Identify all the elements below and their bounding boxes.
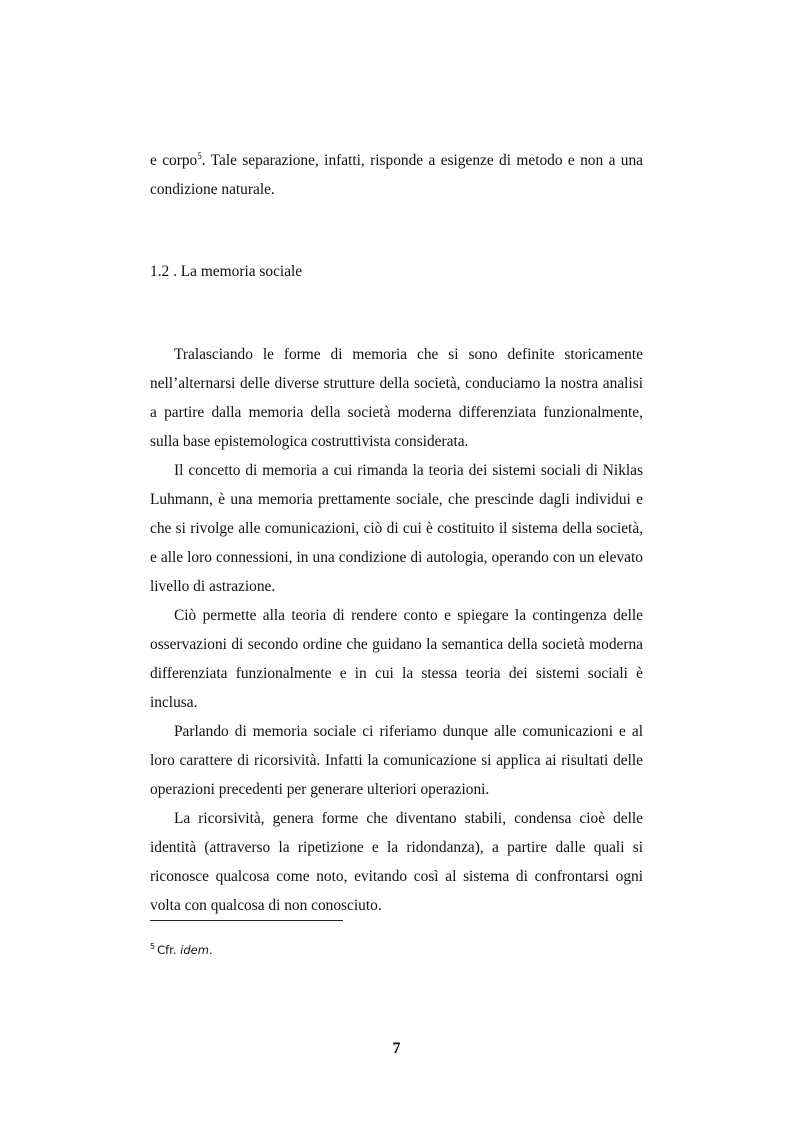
continuation-text-start: e corpo [150,152,198,169]
section-heading: 1.2 . La memoria sociale [150,263,303,280]
body-paragraph-4: Parlando di memoria sociale ci riferiamo dunque alle comunicazioni e al loro carattere di ricorsività. Infatti la comunicazione si applica ai risultati delle operazioni precedenti per generare ulteriori operazioni. [150,723,643,798]
footnote-number: 5 [150,942,156,952]
footnote-italic: idem [180,943,209,957]
continuation-text-end: . Tale separazione, infatti, risponde a esigenze di metodo e non a una condizione naturale. [150,152,643,198]
footnote-prefix: Cfr. [157,943,181,957]
body-paragraph-2: Il concetto di memoria a cui rimanda la teoria dei sistemi sociali di Niklas Luhmann, è una memoria prettamente sociale, che prescinde dagli individui e che si rivolge alle comunicazioni, ciò di cui è costituito il sistema della società, e alle loro connessioni, in una condizione di autologia, operando con un elevato livello di astrazione. [150,462,643,595]
continuation-paragraph [150,146,643,204]
footnote-separator [150,920,343,921]
page-number: 7 [392,1040,401,1057]
footnote-reference[interactable]: 5 [197,150,202,161]
footnote-suffix: . [208,943,213,957]
body-paragraph-5: La ricorsività, genera forme che diventano stabili, condensa cioè delle identità (attraverso la ripetizione e la ridondanza), a partire dalle quali si riconosce qualcosa come noto, evitando così al sistema di confrontarsi ogni volta con qualcosa di non conosciuto. [150,810,643,914]
section-body [150,340,643,920]
body-paragraph-1: Tralasciando le forme di memoria che si sono definite storicamente nell’alternarsi delle diverse strutture della società, conduciamo la nostra analisi a partire dalla memoria della società moderna differenziata funzionalmente, sulla base epistemologica costruttivista considerata. [150,346,643,450]
footnote [150,940,213,960]
body-paragraph-3: Ciò permette alla teoria di rendere conto e spiegare la contingenza delle osservazioni di secondo ordine che guidano la semantica della società moderna differenziata funzionalmente e in cui la stessa teoria dei sistemi sociali è inclusa. [150,607,643,711]
